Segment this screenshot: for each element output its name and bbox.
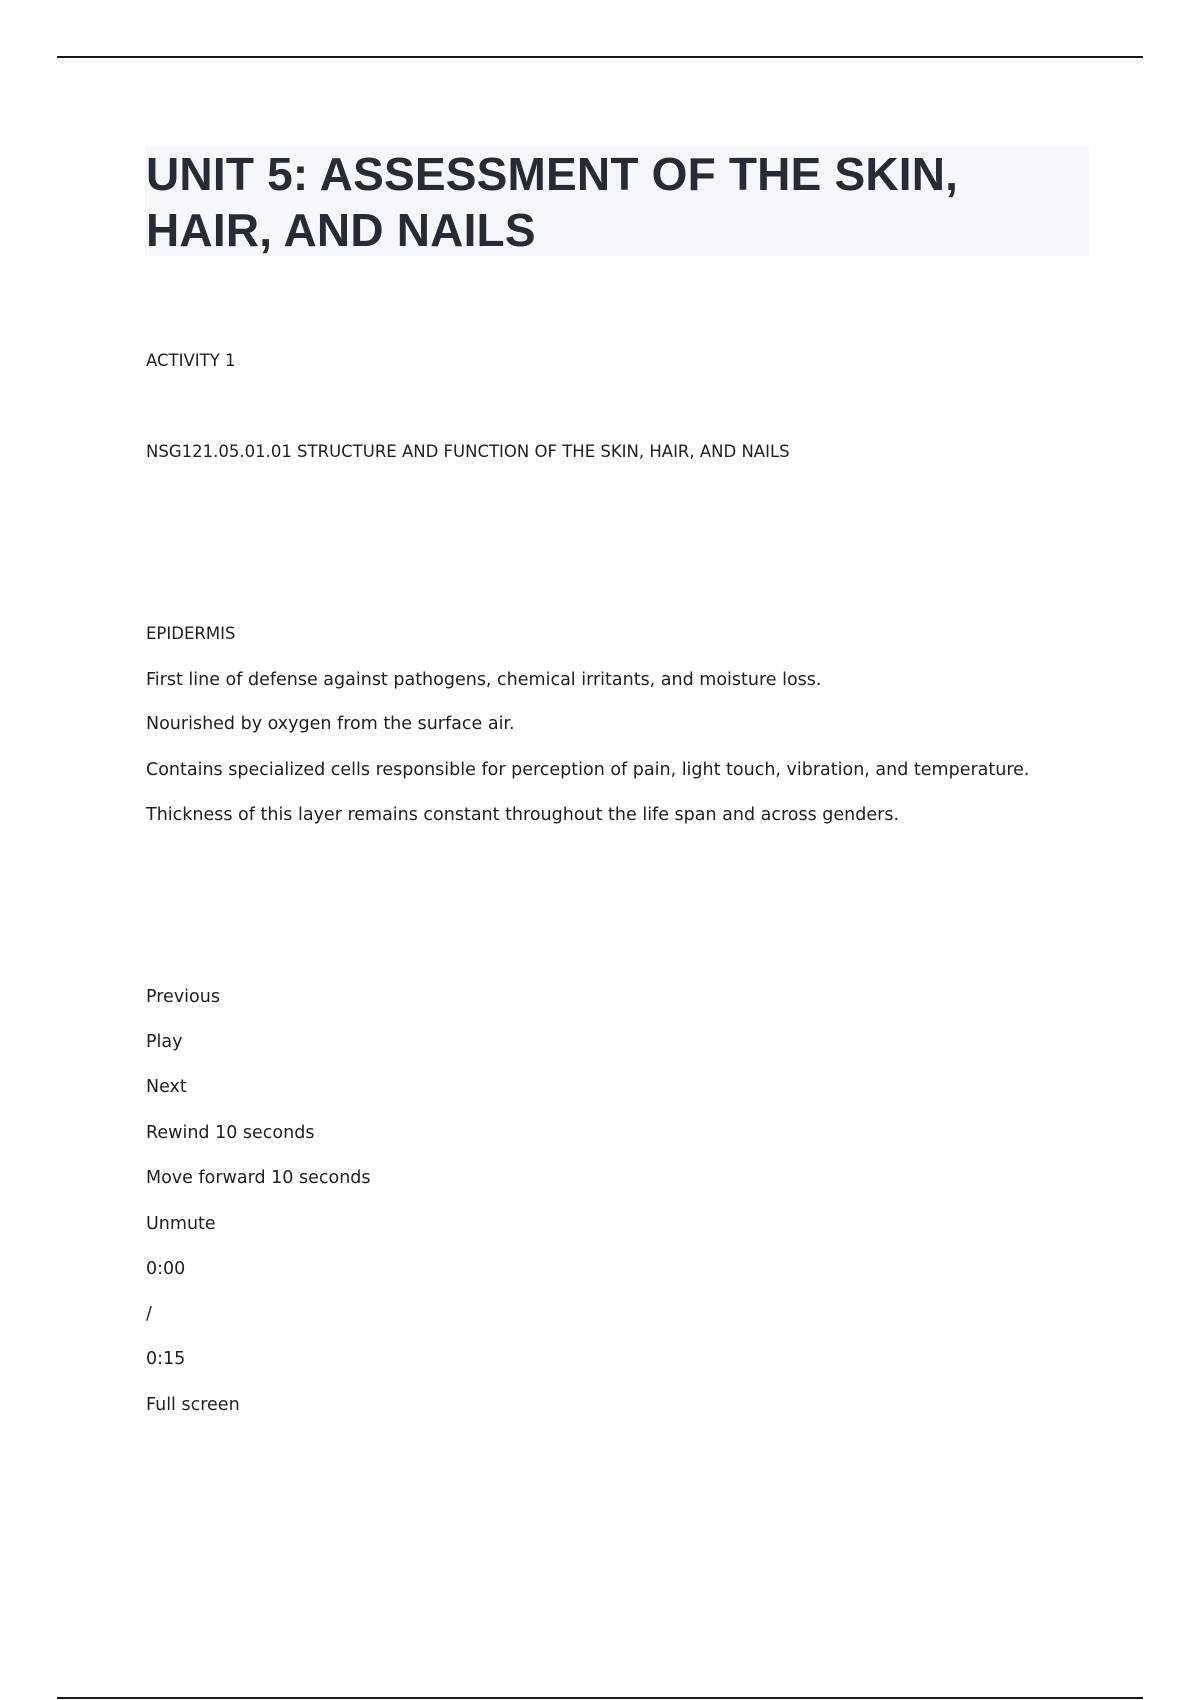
fullscreen-button[interactable]: Full screen [146,1395,240,1415]
answer-option-2[interactable]: Nourished by oxygen from the surface air. [146,714,515,734]
bottom-divider [57,1697,1143,1699]
time-separator: / [146,1304,152,1324]
duration: 0:15 [146,1349,186,1369]
page-title [145,146,1089,256]
next-button[interactable]: Next [146,1077,187,1097]
page-title-line-2: HAIR, AND NAILS [146,204,536,256]
answer-option-3[interactable]: Contains specialized cells responsible for perception of pain, light touch, vibration, and temperature. [146,760,1030,780]
activity-label: ACTIVITY 1 [146,351,236,370]
unmute-button[interactable]: Unmute [146,1214,216,1234]
answer-option-1[interactable]: First line of defense against pathogens, chemical irritants, and moisture loss. [146,670,822,690]
forward-button[interactable]: Move forward 10 seconds [146,1168,371,1188]
top-divider [57,56,1143,58]
answer-option-4[interactable]: Thickness of this layer remains constant throughout the life span and across genders. [146,805,900,825]
rewind-button[interactable]: Rewind 10 seconds [146,1123,315,1143]
play-button[interactable]: Play [146,1032,183,1052]
page-title-line-1: UNIT 5: ASSESSMENT OF THE SKIN, [146,148,959,200]
objective-heading: NSG121.05.01.01 STRUCTURE AND FUNCTION OF THE SKIN, HAIR, AND NAILS [146,442,790,461]
current-time: 0:00 [146,1259,186,1279]
section-heading-epidermis: EPIDERMIS [146,624,236,643]
previous-button[interactable]: Previous [146,987,220,1007]
